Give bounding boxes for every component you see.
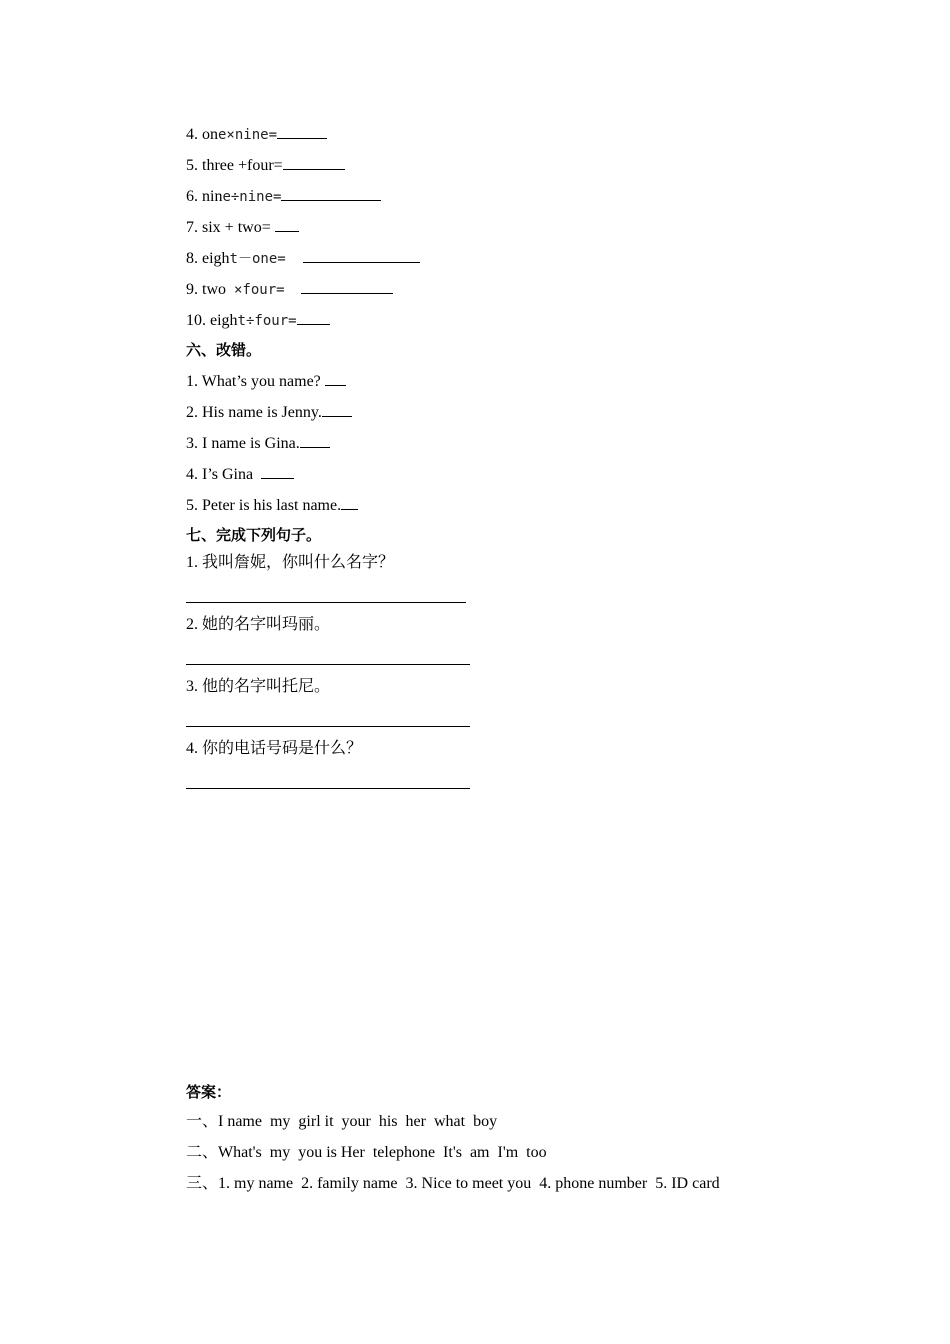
sentence-prompt: 2. 她的名字叫玛丽。: [186, 616, 331, 633]
item-text: 5. Peter is his last name.: [186, 497, 342, 514]
item-text: 4. I’s Gina: [186, 466, 262, 483]
answer-line-text: 一、I name my girl it your his her what boy: [186, 1113, 498, 1130]
math-item: [186, 185, 381, 207]
item-number: 8.: [186, 250, 202, 267]
answer-line[interactable]: [186, 664, 470, 665]
math-item: [186, 123, 327, 145]
item-expression: e×nine=: [218, 127, 278, 143]
item-text: 1. What’s you name?: [186, 373, 325, 390]
answers-heading: 答案：: [186, 1083, 232, 1101]
item-text: 2. His name is Jenny.: [186, 404, 322, 421]
answer-blank[interactable]: [300, 432, 330, 448]
answer-line-text: 二、What's my you is Her telephone It's am I'm too: [186, 1144, 547, 1161]
answer-line[interactable]: [186, 788, 470, 789]
math-item: [186, 154, 345, 176]
correction-item: [186, 370, 346, 392]
item-number: 9.: [186, 281, 202, 298]
item-text: on: [202, 126, 218, 143]
math-item: [186, 278, 393, 300]
answer-blank[interactable]: [275, 216, 299, 232]
item-text: two: [202, 281, 234, 298]
item-number: 6.: [186, 188, 202, 205]
item-number: 5.: [186, 157, 202, 174]
correction-item: [186, 432, 330, 454]
item-text: 3. I name is Gina.: [186, 435, 300, 452]
answer-blank[interactable]: [261, 463, 294, 479]
answer-blank[interactable]: [297, 309, 330, 325]
sentence-prompt: 1. 我叫詹妮，你叫什么名字？: [186, 554, 395, 571]
answer-blank[interactable]: [303, 247, 420, 263]
item-number: 4.: [186, 126, 202, 143]
answer-line-text: 三、1. my name 2. family name 3. Nice to meet you 4. phone number 5. ID card: [186, 1175, 720, 1192]
item-text: eigh: [210, 312, 238, 329]
item-number: 7.: [186, 219, 202, 236]
answer-blank[interactable]: [277, 123, 327, 139]
answer-blank[interactable]: [301, 278, 393, 294]
sentence-prompt: 3. 他的名字叫托尼。: [186, 678, 331, 695]
item-expression: t÷four=: [237, 313, 297, 329]
answer-blank[interactable]: [341, 494, 358, 510]
item-expression: ×four=: [234, 282, 302, 298]
item-expression: t－one=: [229, 251, 303, 267]
math-item: [186, 247, 420, 269]
answer-line[interactable]: [186, 602, 466, 603]
answer-blank[interactable]: [283, 154, 345, 170]
math-item: [186, 216, 299, 238]
item-text: nin: [202, 188, 223, 205]
section-six-heading: 六、改错。: [186, 341, 262, 359]
item-text: eigh: [202, 250, 230, 267]
answer-blank[interactable]: [281, 185, 381, 201]
correction-item: [186, 463, 294, 485]
math-item: [186, 309, 330, 331]
item-text: three +four=: [202, 157, 283, 174]
answer-blank[interactable]: [322, 401, 352, 417]
item-expression: e÷nine=: [222, 189, 282, 205]
correction-item: [186, 401, 352, 423]
sentence-prompt: 4. 你的电话号码是什么？: [186, 740, 363, 757]
answer-line[interactable]: [186, 726, 470, 727]
item-text: six + two=: [202, 219, 275, 236]
answer-blank[interactable]: [325, 370, 346, 386]
item-number: 10.: [186, 312, 210, 329]
section-seven-heading: 七、完成下列句子。: [186, 526, 322, 544]
correction-item: [186, 494, 358, 516]
